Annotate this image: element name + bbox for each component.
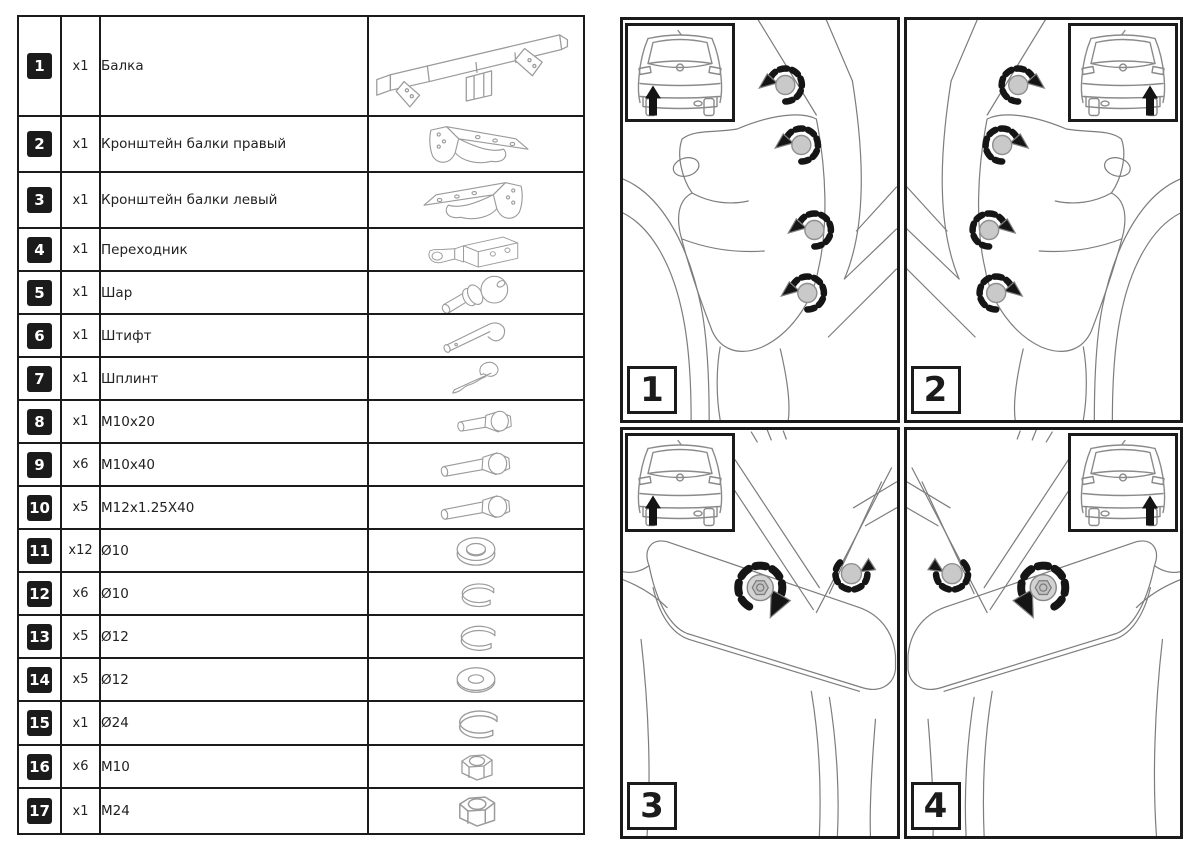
part-name: M10: [100, 745, 368, 788]
part-qty: x1: [61, 16, 100, 116]
bracket-left-icon: [401, 174, 551, 226]
step-panel-1: [620, 17, 900, 423]
table-row: [18, 572, 584, 615]
part-illustration-cell: [368, 400, 584, 443]
spring-washer-icon: [443, 618, 509, 656]
part-number-badge: 3: [27, 187, 52, 213]
part-qty: x1: [61, 314, 100, 357]
step-number: 2: [911, 366, 961, 414]
part-qty: x5: [61, 658, 100, 701]
car-location-inset: [1068, 433, 1178, 532]
part-number-badge: 14: [27, 667, 52, 693]
part-number-badge: 7: [27, 366, 52, 392]
part-number-badge: 2: [27, 131, 52, 157]
part-qty: x1: [61, 271, 100, 314]
part-illustration-cell: [368, 271, 584, 314]
table-row: [18, 172, 584, 228]
car-rear-view-icon: [628, 26, 732, 119]
part-illustration-cell: [368, 172, 584, 228]
part-name: Шар: [100, 271, 368, 314]
step-number: 3: [627, 782, 677, 830]
part-qty: x12: [61, 529, 100, 572]
table-row: [18, 314, 584, 357]
part-number-badge: 13: [27, 624, 52, 650]
part-qty: x1: [61, 357, 100, 400]
nut-large-icon: [438, 789, 514, 833]
table-row: [18, 658, 584, 701]
car-rear-view-icon: [1071, 436, 1175, 529]
car-rear-view-icon: [1071, 26, 1175, 119]
table-row: [18, 788, 584, 834]
part-name: Шплинт: [100, 357, 368, 400]
part-qty: x6: [61, 443, 100, 486]
part-number-badge: 10: [27, 495, 52, 521]
part-name: Ø10: [100, 572, 368, 615]
bracket-right-icon: [401, 118, 551, 170]
part-qty: x5: [61, 486, 100, 529]
part-number-badge: 1: [27, 53, 52, 79]
part-name: M24: [100, 788, 368, 834]
part-name: Ø12: [100, 615, 368, 658]
table-row: [18, 486, 584, 529]
car-rear-view-icon: [628, 436, 732, 529]
flat-washer-icon: [443, 661, 509, 699]
hitch-ball-icon: [428, 273, 524, 313]
part-name: Переходник: [100, 228, 368, 271]
part-illustration-cell: [368, 701, 584, 745]
step-number: 4: [911, 782, 961, 830]
part-illustration-cell: [368, 357, 584, 400]
step-panel-4: [904, 427, 1184, 839]
part-number-badge: 5: [27, 280, 52, 306]
part-illustration-cell: [368, 116, 584, 172]
part-qty: x1: [61, 701, 100, 745]
part-qty: x1: [61, 400, 100, 443]
car-location-inset: [625, 433, 735, 532]
table-row: [18, 745, 584, 788]
part-name: Ø12: [100, 658, 368, 701]
step-panel-2: [904, 17, 1184, 423]
part-name: Кронштейн балки левый: [100, 172, 368, 228]
part-number-badge: 9: [27, 452, 52, 478]
part-number-badge: 6: [27, 323, 52, 349]
part-qty: x5: [61, 615, 100, 658]
table-row: [18, 701, 584, 745]
table-row: [18, 400, 584, 443]
part-number-badge: 11: [27, 538, 52, 564]
table-row: [18, 271, 584, 314]
part-qty: x1: [61, 116, 100, 172]
part-qty: x6: [61, 745, 100, 788]
step-panel-3: [620, 427, 900, 839]
part-name: M10x20: [100, 400, 368, 443]
installation-steps-grid: [620, 17, 1183, 839]
step-number: 1: [627, 366, 677, 414]
parts-table: [17, 15, 585, 835]
part-name: Балка: [100, 16, 368, 116]
part-illustration-cell: [368, 529, 584, 572]
table-row: [18, 529, 584, 572]
car-location-inset: [1068, 23, 1178, 122]
pin-icon: [430, 317, 522, 355]
spring-washer-large-icon: [435, 702, 517, 744]
part-name: M12x1.25X40: [100, 486, 368, 529]
table-row: [18, 615, 584, 658]
part-name: Кронштейн балки правый: [100, 116, 368, 172]
part-name: Ø10: [100, 529, 368, 572]
part-illustration-cell: [368, 443, 584, 486]
part-qty: x1: [61, 788, 100, 834]
part-illustration-cell: [368, 486, 584, 529]
car-location-inset: [625, 23, 735, 122]
adapter-icon: [416, 229, 536, 270]
table-row: [18, 228, 584, 271]
washer-icon: [443, 532, 509, 570]
part-number-badge: 12: [27, 581, 52, 607]
part-number-badge: 17: [27, 798, 52, 824]
part-illustration-cell: [368, 16, 584, 116]
table-row: [18, 16, 584, 116]
bolt-icon: [426, 489, 526, 527]
part-name: Ø24: [100, 701, 368, 745]
part-qty: x1: [61, 228, 100, 271]
table-row: [18, 443, 584, 486]
part-illustration-cell: [368, 572, 584, 615]
cotter-pin-icon: [432, 360, 520, 398]
part-name: M10x40: [100, 443, 368, 486]
nut-icon: [445, 748, 507, 786]
part-illustration-cell: [368, 314, 584, 357]
table-row: [18, 357, 584, 400]
part-name: Штифт: [100, 314, 368, 357]
part-qty: x1: [61, 172, 100, 228]
part-number-badge: 15: [27, 710, 52, 736]
bolt-icon: [428, 446, 524, 484]
beam-icon: [369, 19, 583, 113]
part-illustration-cell: [368, 228, 584, 271]
part-illustration-cell: [368, 658, 584, 701]
part-illustration-cell: [368, 745, 584, 788]
table-row: [18, 116, 584, 172]
bolt-short-icon: [435, 403, 517, 441]
part-number-badge: 4: [27, 237, 52, 263]
part-number-badge: 8: [27, 409, 52, 435]
part-qty: x6: [61, 572, 100, 615]
spring-washer-icon: [445, 576, 507, 612]
part-number-badge: 16: [27, 754, 52, 780]
part-illustration-cell: [368, 788, 584, 834]
part-illustration-cell: [368, 615, 584, 658]
